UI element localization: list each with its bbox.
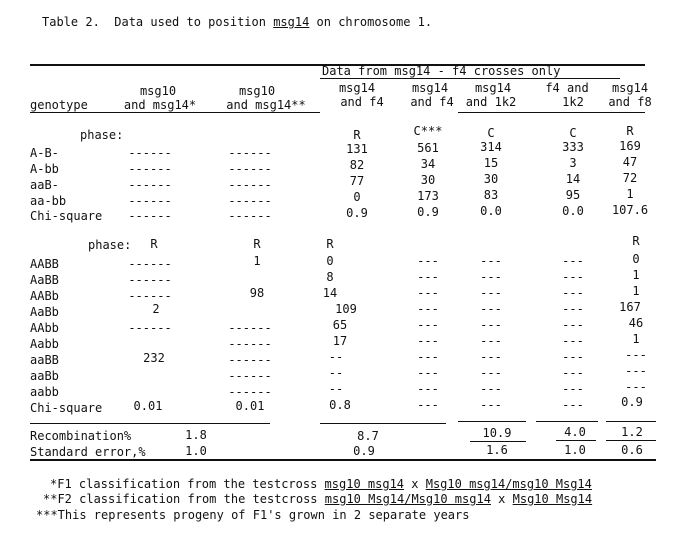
- footnote-2-cross-a: msg10 Msg14/Msg10 msg14: [324, 492, 491, 506]
- table-cell: ---: [562, 270, 584, 284]
- table-cell: ---: [417, 398, 439, 412]
- table-cell: ------: [228, 385, 272, 399]
- footnote-2-text: **F2 classification from the testcross: [43, 492, 325, 506]
- table-cell: ---: [417, 318, 439, 332]
- table-cell: --: [328, 382, 344, 396]
- table-cell: ------: [128, 162, 172, 176]
- table-cell: ------: [228, 194, 272, 208]
- table-cell: 1: [626, 187, 634, 201]
- table-cell: 65: [332, 318, 348, 332]
- section1-phase-col7: R: [626, 124, 634, 138]
- table-cell: 82: [349, 158, 365, 172]
- table-cell: ---: [625, 348, 647, 362]
- col-header-4-line1: msg14: [411, 81, 449, 95]
- table-cell: ---: [562, 366, 584, 380]
- table-row-label: aabb: [30, 385, 59, 399]
- col-header-6-line1: f4 and: [545, 81, 589, 95]
- table-cell: 72: [622, 171, 638, 185]
- col-header-7-line1: msg14: [611, 81, 649, 95]
- table-cell: ---: [417, 302, 439, 316]
- table-row-label: Chi-square: [30, 401, 103, 415]
- table-cell: 0.01: [133, 399, 163, 413]
- table-cell: 8: [326, 270, 334, 284]
- table-cell: ---: [417, 334, 439, 348]
- col-header-1-line2: and msg14*: [123, 98, 197, 112]
- table-title-gene: msg14: [273, 15, 310, 29]
- summary-cell: 10.9: [482, 426, 512, 440]
- table-cell: 561: [417, 141, 439, 155]
- table-title-prefix: Table 2. Data used to position: [42, 15, 274, 29]
- table-cell: 46: [628, 316, 644, 330]
- table-cell: ------: [128, 146, 172, 160]
- table-cell: 0: [632, 252, 640, 266]
- footnote-2-cross-b: Msg10 Msg14: [512, 492, 593, 506]
- table-cell: ---: [562, 334, 584, 348]
- table-cell: ------: [128, 194, 172, 208]
- footnote-2-times: x: [490, 492, 513, 506]
- table-cell: 98: [249, 286, 265, 300]
- summary-cell: 4.0: [564, 425, 586, 439]
- table-cell: 0.01: [235, 399, 265, 413]
- summary-label: Standard error,%: [30, 445, 146, 459]
- footnote-1-cross-b: Msg10 msg14/msg10 Msg14: [425, 477, 592, 491]
- table-title: [42, 15, 432, 29]
- table-cell: ---: [417, 350, 439, 364]
- table-cell: ------: [128, 273, 172, 287]
- table-cell: ---: [480, 350, 502, 364]
- col-header-2-line1: msg10: [238, 84, 276, 98]
- col-header-6-line2: 1k2: [562, 95, 584, 109]
- table-cell: ---: [480, 254, 502, 268]
- table-cell: 0.0: [562, 204, 584, 218]
- section2-phase-label: phase:: [88, 238, 132, 252]
- table-cell: 3: [569, 156, 577, 170]
- table-row-label: aa-bb: [30, 194, 67, 208]
- group-header: Data from msg14 - f4 crosses only: [322, 64, 561, 78]
- footnote-1: [50, 477, 592, 491]
- table-cell: ---: [480, 286, 502, 300]
- table-cell: 0: [353, 190, 361, 204]
- table-cell: ---: [417, 382, 439, 396]
- col-header-3-line2: and f4: [340, 95, 384, 109]
- table-cell: 83: [483, 188, 499, 202]
- section1-phase-col6: C: [569, 126, 577, 140]
- col-header-5-line1: msg14: [474, 81, 512, 95]
- col-header-4-line2: and f4: [410, 95, 454, 109]
- table-cell: 17: [332, 334, 348, 348]
- table-cell: 14: [565, 172, 581, 186]
- footnote-1-cross-a: msg10 msg14: [324, 477, 405, 491]
- table-cell: 109: [335, 302, 357, 316]
- summary-cell: 0.9: [353, 444, 375, 458]
- summary-mid-rule-c7: [606, 440, 656, 441]
- section1-phase-col3: R: [353, 128, 361, 142]
- table-cell: 167: [619, 300, 641, 314]
- table-cell: 15: [483, 156, 499, 170]
- table-cell: ---: [562, 302, 584, 316]
- table-cell: 0: [326, 254, 334, 268]
- table-cell: ------: [228, 162, 272, 176]
- table-cell: 47: [622, 155, 638, 169]
- summary-cell: 1.8: [185, 428, 207, 442]
- table-cell: 30: [420, 173, 436, 187]
- col-header-7-line2: and f8: [608, 95, 652, 109]
- col-header-3-line1: msg14: [338, 81, 376, 95]
- table-title-suffix: on chromosome 1.: [309, 15, 433, 29]
- table-cell: 1: [632, 268, 640, 282]
- table-row-label: AaBB: [30, 273, 59, 287]
- table-cell: ---: [562, 318, 584, 332]
- summary-cell: 1.2: [621, 425, 643, 439]
- col-header-1-line1: msg10: [139, 84, 177, 98]
- summary-rule-mid: [320, 423, 446, 424]
- summary-mid-rule-c6: [556, 440, 596, 441]
- table-cell: ---: [480, 302, 502, 316]
- table-bottom-rule: [30, 459, 656, 461]
- table-cell: --: [328, 366, 344, 380]
- table-row-label: A-bb: [30, 162, 59, 176]
- group-header-rule: [320, 78, 620, 79]
- summary-mid-rule-c5: [470, 441, 526, 442]
- table-row-label: AaBb: [30, 305, 59, 319]
- summary-cell: 1.6: [486, 443, 508, 457]
- table-cell: ---: [480, 382, 502, 396]
- table-cell: ---: [625, 364, 647, 378]
- footnote-3: ***This represents progeny of F1's grown in 2 separate years: [36, 508, 470, 522]
- table-cell: 30: [483, 172, 499, 186]
- table-cell: 1: [632, 332, 640, 346]
- table-cell: ------: [228, 321, 272, 335]
- table-cell: 0.9: [346, 206, 368, 220]
- table-cell: ------: [228, 178, 272, 192]
- table-cell: ---: [562, 382, 584, 396]
- summary-cell: 1.0: [564, 443, 586, 457]
- table-cell: ---: [480, 334, 502, 348]
- table-cell: ---: [562, 286, 584, 300]
- table-cell: 1: [632, 284, 640, 298]
- footnote-1-text: *F1 classification from the testcross: [50, 477, 325, 491]
- table-cell: ---: [480, 318, 502, 332]
- table-cell: 1: [253, 254, 261, 268]
- header-rule-right: [458, 112, 645, 113]
- table-cell: 0.9: [621, 395, 643, 409]
- table-cell: ---: [480, 366, 502, 380]
- table-cell: ---: [417, 366, 439, 380]
- table-cell: ------: [228, 209, 272, 223]
- table-cell: 0.9: [417, 205, 439, 219]
- summary-cell: 0.6: [621, 443, 643, 457]
- table-row-label: Chi-square: [30, 209, 103, 223]
- header-rule-left: [30, 112, 320, 113]
- table-row-label: A-B-: [30, 146, 59, 160]
- col-header-2-line2: and msg14**: [226, 98, 306, 112]
- table-cell: 107.6: [611, 203, 649, 217]
- table-row-label: aaB-: [30, 178, 59, 192]
- summary-rule-c5: [458, 421, 526, 422]
- table-cell: ------: [228, 337, 272, 351]
- table-cell: 34: [420, 157, 436, 171]
- table-cell: ------: [228, 369, 272, 383]
- table-cell: ------: [128, 178, 172, 192]
- table-row-label: AABb: [30, 289, 59, 303]
- col-header-5-line2: and 1k2: [465, 95, 517, 109]
- table-cell: 0.8: [329, 398, 351, 412]
- summary-cell: 1.0: [185, 444, 207, 458]
- table-cell: 169: [619, 139, 641, 153]
- table-cell: 131: [346, 142, 368, 156]
- summary-rule-c6: [536, 421, 598, 422]
- section2-phase-col3: R: [326, 237, 334, 251]
- table-cell: 232: [143, 351, 165, 365]
- table-cell: 95: [565, 188, 581, 202]
- table-cell: ---: [417, 254, 439, 268]
- table-cell: ---: [417, 270, 439, 284]
- table-cell: 77: [349, 174, 365, 188]
- table-cell: ---: [562, 254, 584, 268]
- table-row-label: aaBB: [30, 353, 59, 367]
- table-cell: ------: [128, 257, 172, 271]
- table-cell: ---: [562, 398, 584, 412]
- section1-phase-label: phase:: [80, 128, 124, 142]
- table-cell: --: [328, 350, 344, 364]
- section2-phase-col1: R: [150, 237, 158, 251]
- section1-phase-col5: C: [487, 126, 495, 140]
- table-row-label: aaBb: [30, 369, 59, 383]
- table-cell: 2: [152, 302, 160, 316]
- summary-rule-c7: [606, 421, 656, 422]
- table-row-label: AABB: [30, 257, 59, 271]
- table-cell: 0.0: [480, 204, 502, 218]
- footnote-1-times: x: [404, 477, 426, 491]
- table-cell: ------: [128, 289, 172, 303]
- table-cell: ------: [128, 209, 172, 223]
- table-cell: ---: [480, 398, 502, 412]
- table-cell: ------: [228, 146, 272, 160]
- table-row-label: Aabb: [30, 337, 59, 351]
- table-row-label: AAbb: [30, 321, 59, 335]
- table-cell: 333: [562, 140, 584, 154]
- genotype-header: genotype: [30, 98, 88, 112]
- summary-rule-left: [30, 423, 270, 424]
- footnote-2: [43, 492, 592, 506]
- section1-phase-col4: C***: [413, 124, 443, 138]
- section2-phase-col7: R: [632, 234, 640, 248]
- section2-phase-col2: R: [253, 237, 261, 251]
- table-cell: ------: [228, 353, 272, 367]
- table-cell: 314: [480, 140, 502, 154]
- table-cell: ---: [562, 350, 584, 364]
- table-cell: ---: [480, 270, 502, 284]
- table-cell: ------: [128, 321, 172, 335]
- table-cell: ---: [417, 286, 439, 300]
- table-cell: ---: [625, 380, 647, 394]
- table-cell: 173: [417, 189, 439, 203]
- summary-cell: 8.7: [357, 429, 379, 443]
- table-cell: 14: [322, 286, 338, 300]
- summary-label: Recombination%: [30, 429, 132, 443]
